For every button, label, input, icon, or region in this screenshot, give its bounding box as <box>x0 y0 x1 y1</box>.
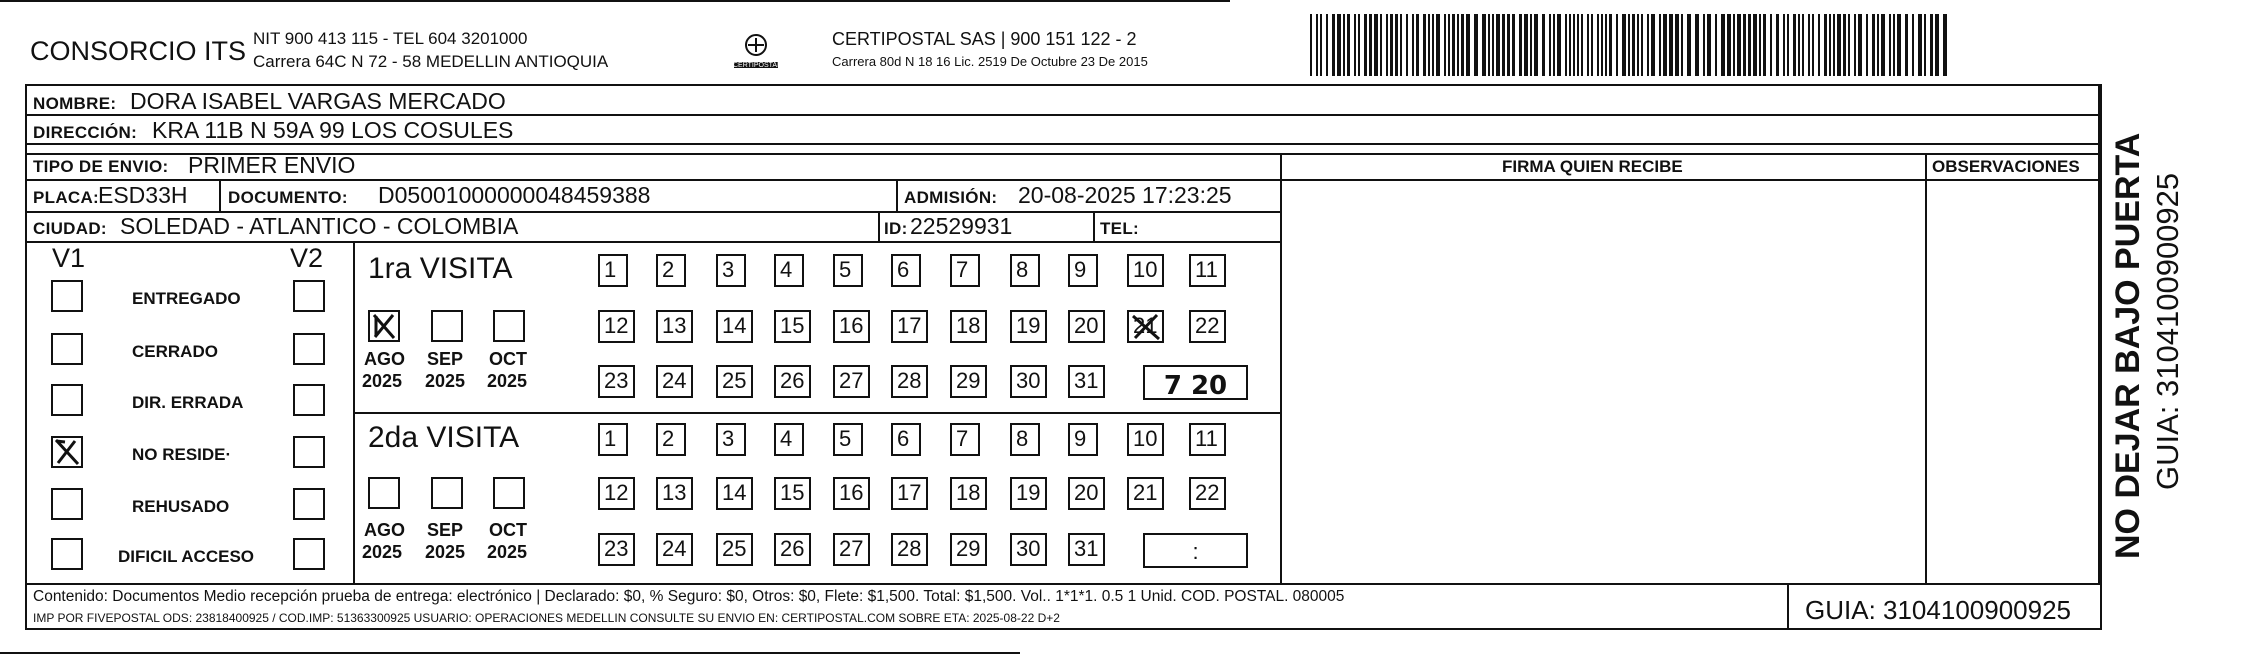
time-box[interactable] <box>1143 365 1248 400</box>
day-number: 21 <box>1133 313 1158 338</box>
day-number: 24 <box>662 368 687 393</box>
day-checkbox[interactable] <box>1189 310 1226 343</box>
day-checkbox[interactable] <box>1068 423 1098 456</box>
tipo-envio-label: TIPO DE ENVIO: <box>33 157 169 176</box>
day-number: 9 <box>1074 257 1087 282</box>
month-label: AGO <box>364 349 406 369</box>
day-number: 18 <box>956 313 981 338</box>
v2-checkbox[interactable] <box>293 384 325 416</box>
day-checkbox[interactable] <box>950 423 980 456</box>
scan-edge-line <box>0 0 1230 2</box>
nombre-label: NOMBRE: <box>33 94 117 113</box>
day-checkbox[interactable] <box>716 310 753 343</box>
month-label: OCT <box>489 349 527 369</box>
day-number: 1 <box>604 257 617 282</box>
day-number: 22 <box>1195 313 1220 338</box>
v1-checkbox[interactable] <box>51 488 83 520</box>
day-number: 2 <box>662 426 675 451</box>
day-number: 27 <box>839 536 864 561</box>
day-number: 31 <box>1074 368 1099 393</box>
day-checkbox[interactable] <box>598 254 628 287</box>
day-checkbox[interactable] <box>1068 310 1105 343</box>
day-checkbox[interactable] <box>716 477 753 510</box>
time-box[interactable] <box>1143 533 1248 568</box>
day-checkbox[interactable] <box>833 254 863 287</box>
day-number: 11 <box>1195 426 1218 451</box>
day-checkbox[interactable] <box>598 365 635 398</box>
admision-label: ADMISIÓN: <box>904 188 998 207</box>
day-number: 11 <box>1195 257 1218 282</box>
v2-checkbox[interactable] <box>293 538 325 570</box>
day-checkbox[interactable] <box>656 423 686 456</box>
day-checkbox[interactable] <box>891 254 921 287</box>
day-number: 30 <box>1016 536 1041 561</box>
day-number: 8 <box>1016 257 1029 282</box>
admision-value: 20-08-2025 17:23:25 <box>1018 182 1232 208</box>
day-number: 5 <box>839 426 852 451</box>
v1-label: V1 <box>52 243 86 273</box>
day-number: 26 <box>780 368 805 393</box>
year-label: 2025 <box>362 371 403 391</box>
day-checkbox[interactable] <box>1010 533 1047 566</box>
day-checkbox[interactable] <box>950 310 987 343</box>
v2-checkbox[interactable] <box>293 280 325 312</box>
certipostal-logo <box>726 30 786 74</box>
documento-value: D05001000000048459388 <box>378 182 651 208</box>
v1-checkbox[interactable] <box>51 436 83 468</box>
day-number: 4 <box>780 426 793 451</box>
company-name: CONSORCIO ITS <box>30 36 247 66</box>
time-value: 7 20 <box>1163 371 1228 401</box>
status-label: DIFICIL ACCESO <box>118 547 255 566</box>
visit2-title: 2da VISITA <box>368 421 520 454</box>
day-checkbox[interactable] <box>656 254 686 287</box>
day-number: 29 <box>956 368 981 393</box>
day-number: 29 <box>956 536 981 561</box>
direccion-label: DIRECCIÓN: <box>33 123 138 142</box>
side-guia: GUIA: 3104100900925 <box>2150 172 2185 490</box>
id-value: 22529931 <box>910 213 1013 239</box>
month-checkbox[interactable] <box>431 477 463 509</box>
day-checkbox[interactable] <box>716 423 746 456</box>
day-checkbox[interactable] <box>950 365 987 398</box>
observaciones-label: OBSERVACIONES <box>1932 157 2080 176</box>
tipo-envio-value: PRIMER ENVIO <box>188 152 356 178</box>
scan-edge-bottom <box>0 652 1020 654</box>
year-label: 2025 <box>425 542 466 562</box>
day-checkbox[interactable] <box>598 533 635 566</box>
v1-checkbox[interactable] <box>51 538 83 570</box>
day-checkbox[interactable] <box>1127 254 1164 287</box>
day-number: 10 <box>1133 257 1158 282</box>
day-number: 24 <box>662 536 687 561</box>
day-number: 14 <box>722 480 747 505</box>
day-checkbox[interactable] <box>833 365 870 398</box>
day-number: 3 <box>722 257 735 282</box>
v2-checkbox[interactable] <box>293 488 325 520</box>
day-checkbox[interactable] <box>891 533 928 566</box>
day-checkbox[interactable] <box>656 477 693 510</box>
day-checkbox[interactable] <box>716 533 753 566</box>
day-number: 6 <box>897 257 910 282</box>
status-label: DIR. ERRADA <box>132 393 244 412</box>
day-number: 17 <box>897 313 922 338</box>
day-checkbox[interactable] <box>833 310 870 343</box>
day-checkbox[interactable] <box>656 310 693 343</box>
day-checkbox[interactable] <box>1127 310 1164 343</box>
side-warning: NO DEJAR BAJO PUERTA <box>2109 132 2147 559</box>
month-label: OCT <box>489 520 527 540</box>
year-label: 2025 <box>487 542 528 562</box>
tel-label: TEL: <box>1100 219 1139 238</box>
firma-label: FIRMA QUIEN RECIBE <box>1502 157 1683 176</box>
guia-box: GUIA: 3104100900925 <box>1805 595 2071 625</box>
day-number: 21 <box>1133 480 1158 505</box>
day-number: 14 <box>722 313 747 338</box>
v1-checkbox[interactable] <box>51 333 83 365</box>
day-checkbox[interactable] <box>891 423 921 456</box>
year-label: 2025 <box>362 542 403 562</box>
day-checkbox[interactable] <box>1010 477 1047 510</box>
day-number: 2 <box>662 257 675 282</box>
status-label: CERRADO <box>132 342 218 361</box>
day-number: 19 <box>1016 480 1041 505</box>
day-number: 16 <box>839 480 864 505</box>
day-checkbox[interactable] <box>1068 477 1105 510</box>
day-checkbox[interactable] <box>833 423 863 456</box>
v2-checkbox[interactable] <box>293 333 325 365</box>
v1-checkbox[interactable] <box>51 384 83 416</box>
day-checkbox[interactable] <box>656 365 693 398</box>
day-checkbox[interactable] <box>774 365 811 398</box>
day-checkbox[interactable] <box>1068 254 1098 287</box>
day-checkbox[interactable] <box>1010 365 1047 398</box>
day-checkbox[interactable] <box>1010 254 1040 287</box>
day-number: 27 <box>839 368 864 393</box>
company-address: Carrera 64C N 72 - 58 MEDELLIN ANTIOQUIA <box>253 52 609 71</box>
day-number: 13 <box>662 313 687 338</box>
day-checkbox[interactable] <box>1127 423 1164 456</box>
visit1-title: 1ra VISITA <box>368 252 513 285</box>
day-number: 23 <box>604 536 629 561</box>
day-checkbox[interactable] <box>774 310 811 343</box>
day-number: 1 <box>604 426 617 451</box>
day-checkbox[interactable] <box>774 533 811 566</box>
company-nit: NIT 900 413 115 - TEL 604 3201000 <box>253 29 528 48</box>
day-number: 19 <box>1016 313 1041 338</box>
day-checkbox[interactable] <box>950 477 987 510</box>
month-checkbox[interactable] <box>368 310 400 342</box>
day-number: 3 <box>722 426 735 451</box>
logo-text: CERTIPOSTAL <box>733 62 781 69</box>
day-checkbox[interactable] <box>1189 423 1226 456</box>
day-checkbox[interactable] <box>774 477 811 510</box>
day-number: 20 <box>1074 313 1099 338</box>
day-number: 25 <box>722 368 747 393</box>
day-number: 23 <box>604 368 629 393</box>
day-number: 17 <box>897 480 922 505</box>
time-value: : <box>1192 539 1199 564</box>
day-number: 13 <box>662 480 687 505</box>
day-number: 15 <box>780 480 805 505</box>
day-number: 31 <box>1074 536 1099 561</box>
day-number: 28 <box>897 536 922 561</box>
day-number: 5 <box>839 257 852 282</box>
day-checkbox[interactable] <box>598 310 635 343</box>
month-checkbox[interactable] <box>493 477 525 509</box>
day-checkbox[interactable] <box>774 423 804 456</box>
day-checkbox[interactable] <box>833 477 870 510</box>
certipostal-line2: Carrera 80d N 18 16 Lic. 2519 De Octubre 23 De 2015 <box>832 54 1148 69</box>
day-number: 15 <box>780 313 805 338</box>
day-checkbox[interactable] <box>598 423 628 456</box>
ciudad-value: SOLEDAD - ATLANTICO - COLOMBIA <box>120 213 519 239</box>
month-checkbox[interactable] <box>493 310 525 342</box>
day-number: 7 <box>956 426 969 451</box>
day-checkbox[interactable] <box>950 254 980 287</box>
year-label: 2025 <box>425 371 466 391</box>
day-checkbox[interactable] <box>891 365 928 398</box>
day-number: 4 <box>780 257 793 282</box>
day-number: 22 <box>1195 480 1220 505</box>
day-number: 25 <box>722 536 747 561</box>
day-checkbox[interactable] <box>1068 533 1105 566</box>
month-label: SEP <box>427 520 464 540</box>
month-label: SEP <box>427 349 464 369</box>
day-checkbox[interactable] <box>598 477 635 510</box>
day-checkbox[interactable] <box>716 365 753 398</box>
documento-label: DOCUMENTO: <box>228 188 348 207</box>
day-checkbox[interactable] <box>1189 477 1226 510</box>
day-checkbox[interactable] <box>716 254 746 287</box>
day-checkbox[interactable] <box>891 310 928 343</box>
year-label: 2025 <box>487 371 528 391</box>
day-checkbox[interactable] <box>1189 254 1226 287</box>
placa-value: ESD33H <box>98 182 188 208</box>
day-checkbox[interactable] <box>950 533 987 566</box>
day-number: 9 <box>1074 426 1087 451</box>
day-number: 16 <box>839 313 864 338</box>
month-label: AGO <box>364 520 406 540</box>
day-number: 12 <box>604 480 629 505</box>
month-checkbox[interactable] <box>368 477 400 509</box>
month-checkbox[interactable] <box>431 310 463 342</box>
nombre-value: DORA ISABEL VARGAS MERCADO <box>130 88 506 114</box>
day-number: 6 <box>897 426 910 451</box>
day-checkbox[interactable] <box>891 477 928 510</box>
status-label: ENTREGADO <box>132 289 241 308</box>
id-label: ID: <box>884 219 908 238</box>
day-checkbox[interactable] <box>833 533 870 566</box>
day-checkbox[interactable] <box>1068 365 1105 398</box>
day-checkbox[interactable] <box>1010 310 1047 343</box>
barcode <box>1310 14 1948 76</box>
day-checkbox[interactable] <box>1010 423 1040 456</box>
day-checkbox[interactable] <box>1127 477 1164 510</box>
day-number: 28 <box>897 368 922 393</box>
day-number: 7 <box>956 257 969 282</box>
v1-checkbox[interactable] <box>51 280 83 312</box>
status-label: REHUSADO <box>132 497 230 516</box>
footer-line1: Contenido: Documentos Medio recepción prueba de entrega: electrónico | Declarado: $0, % Seguro: $0, Otros: $0, Flete: $1,500. Total: $1,500. Vol.. 1*1*1. 0.5 1 Unid. COD. POSTAL. 080005 <box>33 588 1345 605</box>
ciudad-label: CIUDAD: <box>33 219 107 238</box>
footer-line2: IMP POR FIVEPOSTAL ODS: 23818400925 / COD.IMP: 51363300925 USUARIO: OPERACIONES MEDELLIN CONSULTE SU ENVIO EN: CERTIPOSTAL.COM SOBRE ETA: 2025-08-22 D+2 <box>33 611 1060 625</box>
day-number: 20 <box>1074 480 1099 505</box>
day-number: 18 <box>956 480 981 505</box>
day-number: 10 <box>1133 426 1158 451</box>
v2-checkbox[interactable] <box>293 436 325 468</box>
v2-label: V2 <box>290 243 324 273</box>
status-label: NO RESIDE· <box>132 445 232 464</box>
day-number: 8 <box>1016 426 1029 451</box>
direccion-value: KRA 11B N 59A 99 LOS COSULES <box>152 117 514 143</box>
day-number: 30 <box>1016 368 1041 393</box>
day-number: 26 <box>780 536 805 561</box>
day-checkbox[interactable] <box>774 254 804 287</box>
placa-label: PLACA: <box>33 188 100 207</box>
certipostal-line1: CERTIPOSTAL SAS | 900 151 122 - 2 <box>832 29 1137 49</box>
day-checkbox[interactable] <box>656 533 693 566</box>
day-number: 12 <box>604 313 629 338</box>
